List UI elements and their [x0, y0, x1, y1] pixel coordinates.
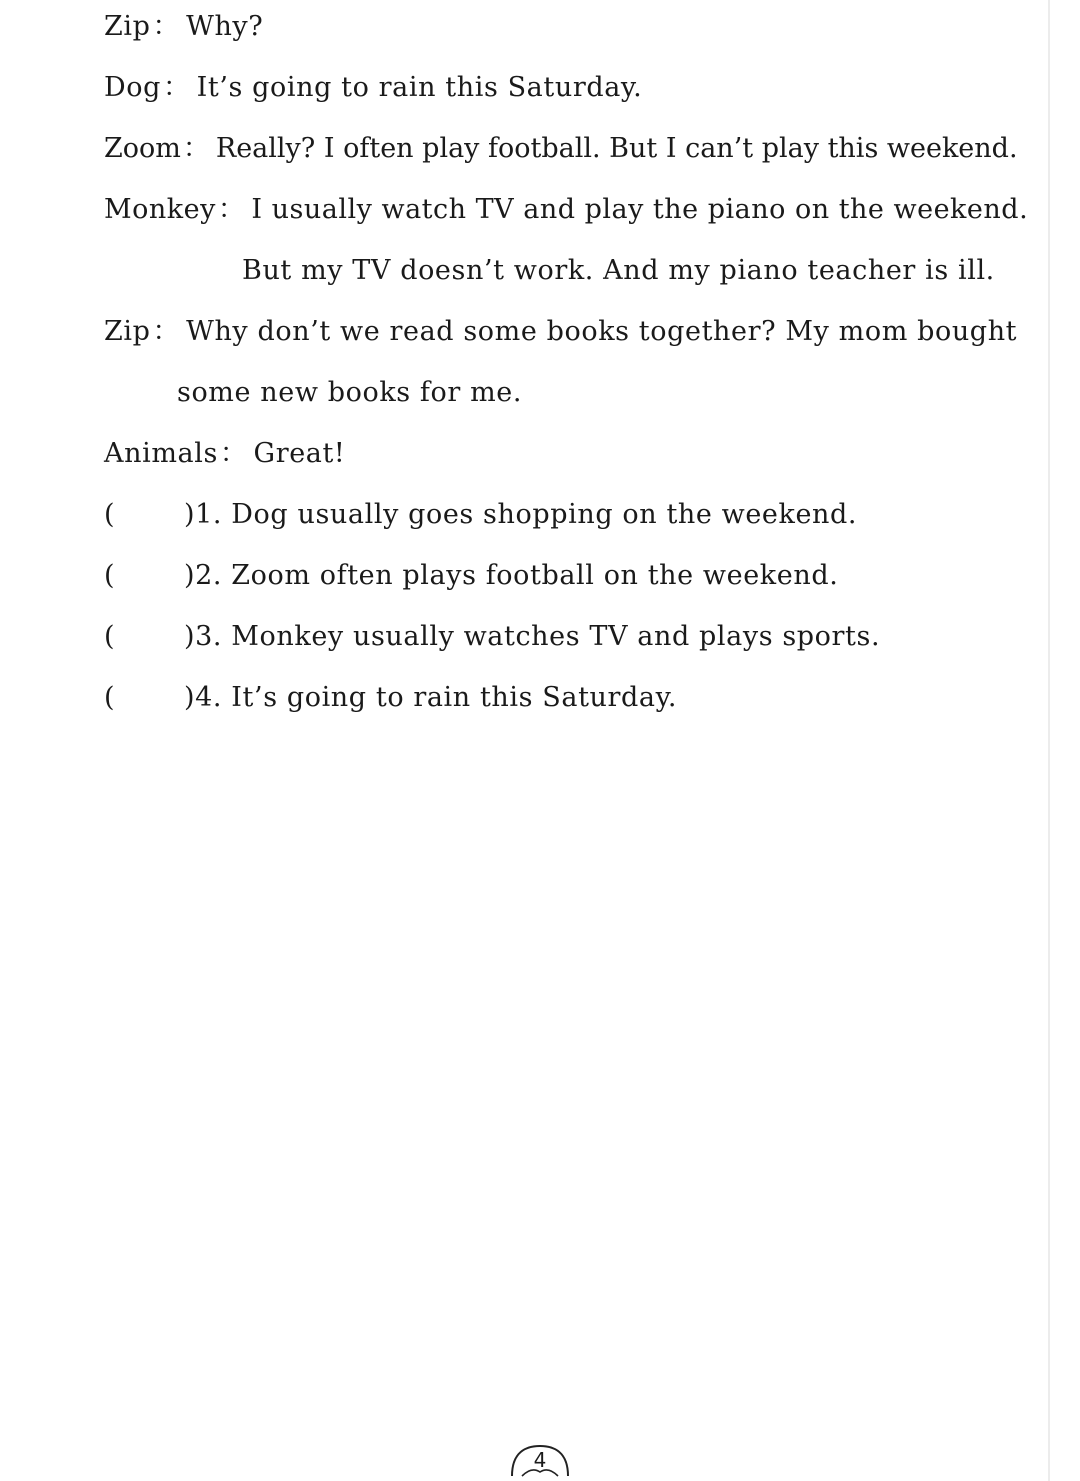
page-edge-divider: [1048, 0, 1050, 1481]
dialogue-line: [104, 437, 345, 471]
speaker-name: Zoom: [104, 133, 181, 164]
speaker-name: Zip: [104, 11, 151, 42]
answer-blank[interactable]: (: [104, 499, 116, 530]
question-number: 1.: [195, 499, 223, 530]
answer-blank[interactable]: (: [104, 560, 116, 591]
answer-blank-close: ): [184, 682, 196, 713]
speaker-separator: ：: [217, 194, 246, 225]
question-text: Monkey usually watches TV and plays sports.: [231, 621, 881, 652]
question-number: 3.: [195, 621, 223, 652]
dialogue-text: some new books for me.: [177, 377, 523, 408]
answer-blank-close: ): [184, 499, 196, 530]
speaker-name: Dog: [104, 72, 161, 103]
question-text: It’s going to rain this Saturday.: [231, 682, 678, 713]
speaker-separator: ：: [219, 438, 248, 469]
question-number: 4.: [195, 682, 223, 713]
speaker-name: Monkey: [104, 194, 216, 225]
page-number: 4: [533, 1448, 547, 1472]
question-text: Zoom often plays football on the weekend.: [231, 560, 839, 591]
answer-blank-close: ): [184, 621, 196, 652]
speaker-separator: ：: [163, 72, 191, 103]
dialogue-text: But my TV doesn’t work. And my piano teacher is ill.: [242, 255, 995, 286]
answer-blank-close: ): [184, 560, 196, 591]
dialogue-line: [104, 10, 263, 44]
speaker-separator: ：: [152, 11, 181, 42]
dialogue-line: [104, 71, 642, 105]
question-number: 2.: [195, 560, 223, 591]
speaker-separator: ：: [182, 133, 210, 164]
dialogue-text: I usually watch TV and play the piano on the weekend.: [251, 194, 1029, 225]
dialogue-continuation: [242, 254, 995, 288]
dialogue-text: It’s going to rain this Saturday.: [196, 72, 643, 103]
answer-blank[interactable]: (: [104, 682, 116, 713]
question-text: Dog usually goes shopping on the weekend.: [231, 499, 858, 530]
speaker-name: Animals: [104, 438, 218, 469]
speaker-separator: ：: [152, 316, 181, 347]
dialogue-text: Why don’t we read some books together? My mom bought: [186, 316, 1018, 347]
question-item: [104, 620, 880, 654]
dialogue-text: Great!: [253, 438, 346, 469]
dialogue-text: Why?: [186, 11, 264, 42]
dialogue-continuation: [177, 376, 522, 410]
dialogue-line: [104, 132, 1018, 166]
question-item: [104, 498, 857, 532]
page-number-badge: [508, 1442, 572, 1478]
dialogue-line: [104, 315, 1017, 349]
dialogue-line: [104, 193, 1028, 227]
question-item: [104, 559, 838, 593]
answer-blank[interactable]: (: [104, 621, 116, 652]
speaker-name: Zip: [104, 316, 151, 347]
dialogue-text: Really? I often play football. But I can’t play this weekend.: [215, 133, 1018, 164]
question-item: [104, 681, 677, 715]
